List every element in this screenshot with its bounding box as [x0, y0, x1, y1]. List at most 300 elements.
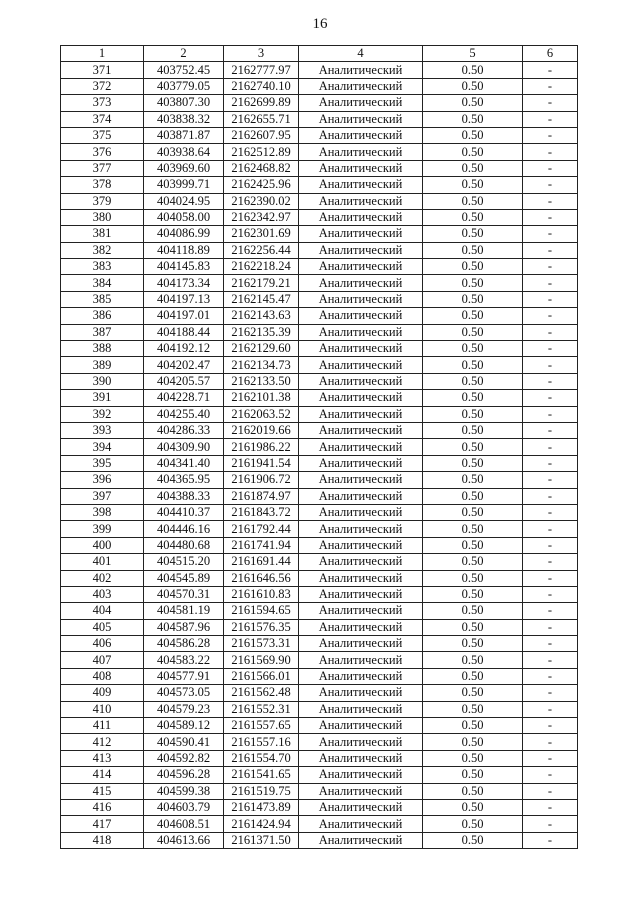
accuracy-cell: 0.50 — [423, 570, 523, 586]
table-row — [61, 619, 578, 635]
y-coordinate-cell: 2161691.44 — [224, 554, 299, 570]
method-cell: Аналитический — [299, 455, 423, 471]
accuracy-cell: 0.50 — [423, 701, 523, 717]
column-header: 6 — [523, 46, 578, 62]
note-cell: - — [523, 78, 578, 94]
table-row — [61, 62, 578, 78]
table-row — [61, 177, 578, 193]
point-number-cell: 397 — [61, 488, 144, 504]
y-coordinate-cell: 2162179.21 — [224, 275, 299, 291]
accuracy-cell: 0.50 — [423, 734, 523, 750]
x-coordinate-cell: 404446.16 — [144, 521, 224, 537]
column-header: 5 — [423, 46, 523, 62]
method-cell: Аналитический — [299, 750, 423, 766]
y-coordinate-cell: 2161562.48 — [224, 685, 299, 701]
accuracy-cell: 0.50 — [423, 422, 523, 438]
method-cell: Аналитический — [299, 603, 423, 619]
x-coordinate-cell: 404341.40 — [144, 455, 224, 471]
x-coordinate-cell: 404024.95 — [144, 193, 224, 209]
note-cell: - — [523, 799, 578, 815]
y-coordinate-cell: 2161576.35 — [224, 619, 299, 635]
method-cell: Аналитический — [299, 718, 423, 734]
note-cell: - — [523, 701, 578, 717]
y-coordinate-cell: 2161371.50 — [224, 832, 299, 848]
table-row — [61, 95, 578, 111]
point-number-cell: 417 — [61, 816, 144, 832]
note-cell: - — [523, 767, 578, 783]
accuracy-cell: 0.50 — [423, 521, 523, 537]
point-number-cell: 381 — [61, 226, 144, 242]
y-coordinate-cell: 2162390.02 — [224, 193, 299, 209]
note-cell: - — [523, 275, 578, 291]
point-number-cell: 405 — [61, 619, 144, 635]
point-number-cell: 410 — [61, 701, 144, 717]
table-row — [61, 341, 578, 357]
y-coordinate-cell: 2162143.63 — [224, 308, 299, 324]
accuracy-cell: 0.50 — [423, 439, 523, 455]
x-coordinate-cell: 404599.38 — [144, 783, 224, 799]
point-number-cell: 407 — [61, 652, 144, 668]
table-row — [61, 390, 578, 406]
x-coordinate-cell: 404579.23 — [144, 701, 224, 717]
point-number-cell: 387 — [61, 324, 144, 340]
x-coordinate-cell: 404586.28 — [144, 636, 224, 652]
method-cell: Аналитический — [299, 177, 423, 193]
y-coordinate-cell: 2161941.54 — [224, 455, 299, 471]
accuracy-cell: 0.50 — [423, 668, 523, 684]
accuracy-cell: 0.50 — [423, 127, 523, 143]
point-number-cell: 386 — [61, 308, 144, 324]
note-cell: - — [523, 324, 578, 340]
x-coordinate-cell: 403779.05 — [144, 78, 224, 94]
point-number-cell: 413 — [61, 750, 144, 766]
y-coordinate-cell: 2162425.96 — [224, 177, 299, 193]
x-coordinate-cell: 403752.45 — [144, 62, 224, 78]
table-row — [61, 750, 578, 766]
accuracy-cell: 0.50 — [423, 783, 523, 799]
note-cell: - — [523, 341, 578, 357]
x-coordinate-cell: 404145.83 — [144, 259, 224, 275]
x-coordinate-cell: 403969.60 — [144, 160, 224, 176]
note-cell: - — [523, 177, 578, 193]
table-row — [61, 488, 578, 504]
method-cell: Аналитический — [299, 209, 423, 225]
point-number-cell: 398 — [61, 504, 144, 520]
note-cell: - — [523, 504, 578, 520]
note-cell: - — [523, 718, 578, 734]
y-coordinate-cell: 2161594.65 — [224, 603, 299, 619]
table-row — [61, 521, 578, 537]
y-coordinate-cell: 2162699.89 — [224, 95, 299, 111]
y-coordinate-cell: 2161424.94 — [224, 816, 299, 832]
point-number-cell: 403 — [61, 586, 144, 602]
table-row — [61, 275, 578, 291]
y-coordinate-cell: 2161554.70 — [224, 750, 299, 766]
table-row — [61, 455, 578, 471]
y-coordinate-cell: 2161519.75 — [224, 783, 299, 799]
note-cell: - — [523, 521, 578, 537]
accuracy-cell: 0.50 — [423, 177, 523, 193]
table-row — [61, 554, 578, 570]
accuracy-cell: 0.50 — [423, 619, 523, 635]
note-cell: - — [523, 537, 578, 553]
point-number-cell: 380 — [61, 209, 144, 225]
method-cell: Аналитический — [299, 242, 423, 258]
y-coordinate-cell: 2161541.65 — [224, 767, 299, 783]
table-row — [61, 324, 578, 340]
point-number-cell: 379 — [61, 193, 144, 209]
table-row — [61, 193, 578, 209]
point-number-cell: 411 — [61, 718, 144, 734]
y-coordinate-cell: 2161566.01 — [224, 668, 299, 684]
accuracy-cell: 0.50 — [423, 816, 523, 832]
table-row — [61, 783, 578, 799]
y-coordinate-cell: 2162740.10 — [224, 78, 299, 94]
note-cell: - — [523, 619, 578, 635]
x-coordinate-cell: 404286.33 — [144, 422, 224, 438]
table-row — [61, 701, 578, 717]
accuracy-cell: 0.50 — [423, 95, 523, 111]
note-cell: - — [523, 144, 578, 160]
x-coordinate-cell: 404410.37 — [144, 504, 224, 520]
point-number-cell: 374 — [61, 111, 144, 127]
accuracy-cell: 0.50 — [423, 718, 523, 734]
method-cell: Аналитический — [299, 816, 423, 832]
y-coordinate-cell: 2161557.65 — [224, 718, 299, 734]
table-row — [61, 636, 578, 652]
accuracy-cell: 0.50 — [423, 767, 523, 783]
point-number-cell: 406 — [61, 636, 144, 652]
method-cell: Аналитический — [299, 193, 423, 209]
x-coordinate-cell: 404570.31 — [144, 586, 224, 602]
method-cell: Аналитический — [299, 275, 423, 291]
y-coordinate-cell: 2162145.47 — [224, 291, 299, 307]
table-row — [61, 472, 578, 488]
accuracy-cell: 0.50 — [423, 603, 523, 619]
point-number-cell: 371 — [61, 62, 144, 78]
method-cell: Аналитический — [299, 832, 423, 848]
y-coordinate-cell: 2162063.52 — [224, 406, 299, 422]
note-cell: - — [523, 308, 578, 324]
accuracy-cell: 0.50 — [423, 357, 523, 373]
note-cell: - — [523, 750, 578, 766]
method-cell: Аналитический — [299, 127, 423, 143]
point-number-cell: 401 — [61, 554, 144, 570]
table-row — [61, 718, 578, 734]
y-coordinate-cell: 2161569.90 — [224, 652, 299, 668]
note-cell: - — [523, 226, 578, 242]
coordinates-table — [60, 45, 578, 849]
table-row — [61, 799, 578, 815]
method-cell: Аналитический — [299, 308, 423, 324]
note-cell: - — [523, 734, 578, 750]
y-coordinate-cell: 2161906.72 — [224, 472, 299, 488]
accuracy-cell: 0.50 — [423, 275, 523, 291]
accuracy-cell: 0.50 — [423, 390, 523, 406]
method-cell: Аналитический — [299, 390, 423, 406]
table-row — [61, 291, 578, 307]
y-coordinate-cell: 2162777.97 — [224, 62, 299, 78]
point-number-cell: 393 — [61, 422, 144, 438]
x-coordinate-cell: 404309.90 — [144, 439, 224, 455]
point-number-cell: 404 — [61, 603, 144, 619]
y-coordinate-cell: 2161557.16 — [224, 734, 299, 750]
table-body — [61, 62, 578, 849]
table-row — [61, 422, 578, 438]
method-cell: Аналитический — [299, 439, 423, 455]
point-number-cell: 375 — [61, 127, 144, 143]
point-number-cell: 392 — [61, 406, 144, 422]
accuracy-cell: 0.50 — [423, 537, 523, 553]
method-cell: Аналитический — [299, 160, 423, 176]
note-cell: - — [523, 209, 578, 225]
note-cell: - — [523, 783, 578, 799]
table-row — [61, 78, 578, 94]
y-coordinate-cell: 2162256.44 — [224, 242, 299, 258]
y-coordinate-cell: 2162101.38 — [224, 390, 299, 406]
point-number-cell: 377 — [61, 160, 144, 176]
table-row — [61, 259, 578, 275]
note-cell: - — [523, 685, 578, 701]
x-coordinate-cell: 404058.00 — [144, 209, 224, 225]
note-cell: - — [523, 472, 578, 488]
x-coordinate-cell: 404202.47 — [144, 357, 224, 373]
method-cell: Аналитический — [299, 324, 423, 340]
point-number-cell: 409 — [61, 685, 144, 701]
note-cell: - — [523, 291, 578, 307]
table-row — [61, 537, 578, 553]
point-number-cell: 408 — [61, 668, 144, 684]
x-coordinate-cell: 404365.95 — [144, 472, 224, 488]
table-row — [61, 668, 578, 684]
method-cell: Аналитический — [299, 488, 423, 504]
method-cell: Аналитический — [299, 767, 423, 783]
note-cell: - — [523, 439, 578, 455]
x-coordinate-cell: 404118.89 — [144, 242, 224, 258]
note-cell: - — [523, 259, 578, 275]
point-number-cell: 416 — [61, 799, 144, 815]
y-coordinate-cell: 2162468.82 — [224, 160, 299, 176]
x-coordinate-cell: 404577.91 — [144, 668, 224, 684]
table-row — [61, 226, 578, 242]
x-coordinate-cell: 404388.33 — [144, 488, 224, 504]
x-coordinate-cell: 404589.12 — [144, 718, 224, 734]
method-cell: Аналитический — [299, 586, 423, 602]
method-cell: Аналитический — [299, 652, 423, 668]
x-coordinate-cell: 404197.01 — [144, 308, 224, 324]
table-row — [61, 406, 578, 422]
note-cell: - — [523, 95, 578, 111]
x-coordinate-cell: 403938.64 — [144, 144, 224, 160]
accuracy-cell: 0.50 — [423, 586, 523, 602]
table-row — [61, 504, 578, 520]
x-coordinate-cell: 404608.51 — [144, 816, 224, 832]
y-coordinate-cell: 2162218.24 — [224, 259, 299, 275]
column-header: 3 — [224, 46, 299, 62]
table-row — [61, 111, 578, 127]
note-cell: - — [523, 603, 578, 619]
point-number-cell: 394 — [61, 439, 144, 455]
point-number-cell: 378 — [61, 177, 144, 193]
accuracy-cell: 0.50 — [423, 685, 523, 701]
table-row — [61, 586, 578, 602]
x-coordinate-cell: 404515.20 — [144, 554, 224, 570]
y-coordinate-cell: 2162019.66 — [224, 422, 299, 438]
accuracy-cell: 0.50 — [423, 308, 523, 324]
note-cell: - — [523, 554, 578, 570]
table-row — [61, 832, 578, 848]
y-coordinate-cell: 2162301.69 — [224, 226, 299, 242]
table-row — [61, 439, 578, 455]
x-coordinate-cell: 403838.32 — [144, 111, 224, 127]
note-cell: - — [523, 111, 578, 127]
note-cell: - — [523, 373, 578, 389]
x-coordinate-cell: 404613.66 — [144, 832, 224, 848]
y-coordinate-cell: 2161473.89 — [224, 799, 299, 815]
note-cell: - — [523, 127, 578, 143]
point-number-cell: 400 — [61, 537, 144, 553]
point-number-cell: 372 — [61, 78, 144, 94]
accuracy-cell: 0.50 — [423, 341, 523, 357]
method-cell: Аналитический — [299, 668, 423, 684]
header-row — [61, 46, 578, 62]
note-cell: - — [523, 832, 578, 848]
method-cell: Аналитический — [299, 521, 423, 537]
point-number-cell: 390 — [61, 373, 144, 389]
table-row — [61, 209, 578, 225]
y-coordinate-cell: 2161552.31 — [224, 701, 299, 717]
accuracy-cell: 0.50 — [423, 488, 523, 504]
accuracy-cell: 0.50 — [423, 652, 523, 668]
method-cell: Аналитический — [299, 685, 423, 701]
method-cell: Аналитический — [299, 472, 423, 488]
accuracy-cell: 0.50 — [423, 291, 523, 307]
point-number-cell: 384 — [61, 275, 144, 291]
point-number-cell: 395 — [61, 455, 144, 471]
accuracy-cell: 0.50 — [423, 193, 523, 209]
accuracy-cell: 0.50 — [423, 554, 523, 570]
note-cell: - — [523, 422, 578, 438]
point-number-cell: 415 — [61, 783, 144, 799]
y-coordinate-cell: 2161792.44 — [224, 521, 299, 537]
point-number-cell: 399 — [61, 521, 144, 537]
y-coordinate-cell: 2162135.39 — [224, 324, 299, 340]
y-coordinate-cell: 2161843.72 — [224, 504, 299, 520]
method-cell: Аналитический — [299, 291, 423, 307]
x-coordinate-cell: 403871.87 — [144, 127, 224, 143]
method-cell: Аналитический — [299, 226, 423, 242]
point-number-cell: 376 — [61, 144, 144, 160]
accuracy-cell: 0.50 — [423, 226, 523, 242]
accuracy-cell: 0.50 — [423, 504, 523, 520]
accuracy-cell: 0.50 — [423, 406, 523, 422]
accuracy-cell: 0.50 — [423, 455, 523, 471]
point-number-cell: 391 — [61, 390, 144, 406]
point-number-cell: 396 — [61, 472, 144, 488]
y-coordinate-cell: 2161874.97 — [224, 488, 299, 504]
method-cell: Аналитический — [299, 144, 423, 160]
method-cell: Аналитический — [299, 504, 423, 520]
method-cell: Аналитический — [299, 554, 423, 570]
y-coordinate-cell: 2161610.83 — [224, 586, 299, 602]
method-cell: Аналитический — [299, 406, 423, 422]
table-row — [61, 652, 578, 668]
accuracy-cell: 0.50 — [423, 144, 523, 160]
method-cell: Аналитический — [299, 701, 423, 717]
method-cell: Аналитический — [299, 570, 423, 586]
x-coordinate-cell: 404086.99 — [144, 226, 224, 242]
accuracy-cell: 0.50 — [423, 259, 523, 275]
accuracy-cell: 0.50 — [423, 111, 523, 127]
point-number-cell: 389 — [61, 357, 144, 373]
accuracy-cell: 0.50 — [423, 78, 523, 94]
y-coordinate-cell: 2161573.31 — [224, 636, 299, 652]
y-coordinate-cell: 2162133.50 — [224, 373, 299, 389]
x-coordinate-cell: 404581.19 — [144, 603, 224, 619]
y-coordinate-cell: 2162655.71 — [224, 111, 299, 127]
point-number-cell: 383 — [61, 259, 144, 275]
x-coordinate-cell: 404192.12 — [144, 341, 224, 357]
table-row — [61, 160, 578, 176]
method-cell: Аналитический — [299, 636, 423, 652]
x-coordinate-cell: 404590.41 — [144, 734, 224, 750]
table-row — [61, 144, 578, 160]
x-coordinate-cell: 404188.44 — [144, 324, 224, 340]
note-cell: - — [523, 62, 578, 78]
method-cell: Аналитический — [299, 734, 423, 750]
x-coordinate-cell: 404603.79 — [144, 799, 224, 815]
point-number-cell: 412 — [61, 734, 144, 750]
point-number-cell: 385 — [61, 291, 144, 307]
accuracy-cell: 0.50 — [423, 373, 523, 389]
table-row — [61, 816, 578, 832]
point-number-cell: 388 — [61, 341, 144, 357]
x-coordinate-cell: 404255.40 — [144, 406, 224, 422]
column-header: 4 — [299, 46, 423, 62]
point-number-cell: 373 — [61, 95, 144, 111]
table-row — [61, 357, 578, 373]
note-cell: - — [523, 570, 578, 586]
note-cell: - — [523, 406, 578, 422]
accuracy-cell: 0.50 — [423, 324, 523, 340]
accuracy-cell: 0.50 — [423, 832, 523, 848]
x-coordinate-cell: 404197.13 — [144, 291, 224, 307]
y-coordinate-cell: 2162512.89 — [224, 144, 299, 160]
method-cell: Аналитический — [299, 62, 423, 78]
method-cell: Аналитический — [299, 341, 423, 357]
method-cell: Аналитический — [299, 78, 423, 94]
table-row — [61, 603, 578, 619]
x-coordinate-cell: 403807.30 — [144, 95, 224, 111]
table-row — [61, 308, 578, 324]
accuracy-cell: 0.50 — [423, 62, 523, 78]
accuracy-cell: 0.50 — [423, 799, 523, 815]
note-cell: - — [523, 160, 578, 176]
method-cell: Аналитический — [299, 373, 423, 389]
method-cell: Аналитический — [299, 95, 423, 111]
note-cell: - — [523, 390, 578, 406]
table-row — [61, 127, 578, 143]
note-cell: - — [523, 816, 578, 832]
y-coordinate-cell: 2161646.56 — [224, 570, 299, 586]
method-cell: Аналитический — [299, 783, 423, 799]
x-coordinate-cell: 404228.71 — [144, 390, 224, 406]
point-number-cell: 382 — [61, 242, 144, 258]
table-row — [61, 685, 578, 701]
method-cell: Аналитический — [299, 422, 423, 438]
method-cell: Аналитический — [299, 111, 423, 127]
note-cell: - — [523, 193, 578, 209]
